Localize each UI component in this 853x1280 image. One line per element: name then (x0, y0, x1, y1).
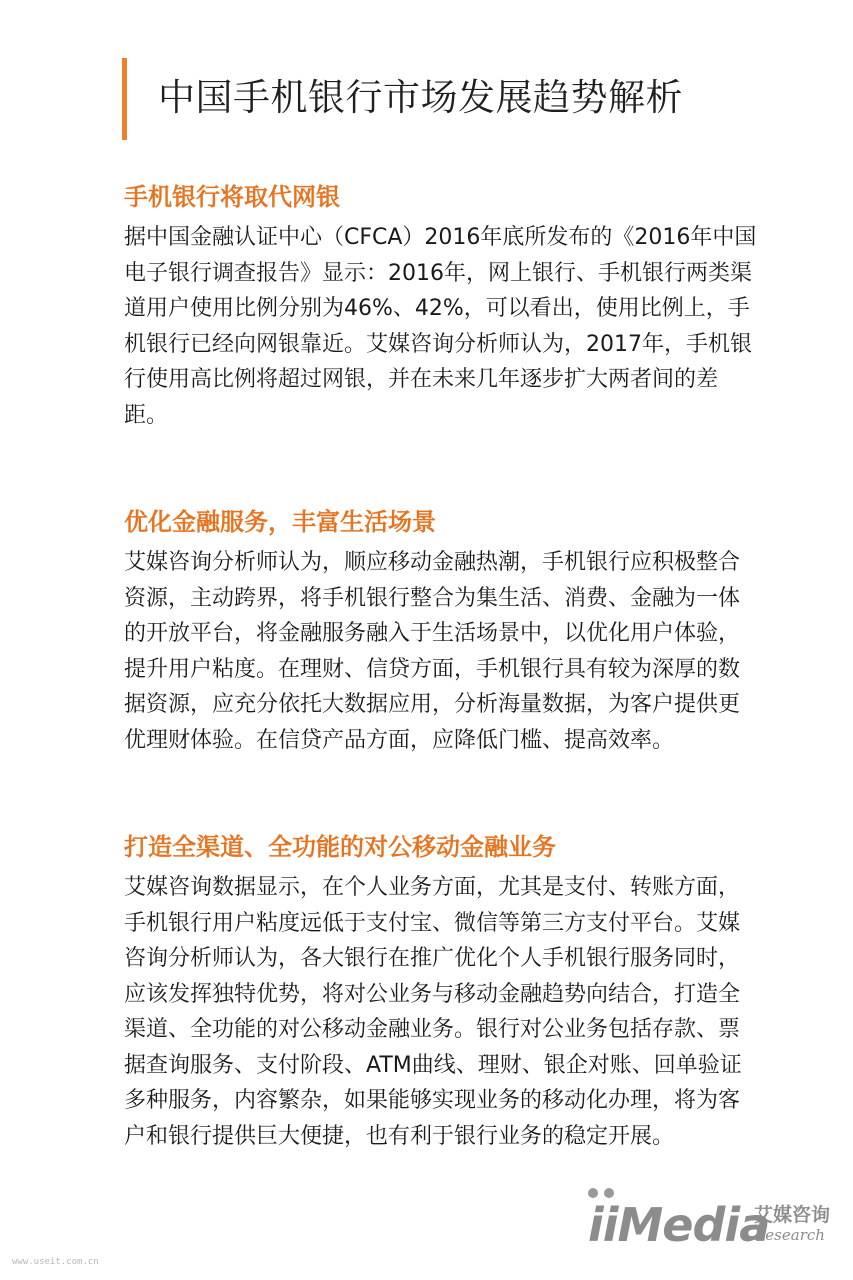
logo-chinese-name: 艾媒咨询 (754, 1204, 831, 1226)
text-line: 距。 (124, 402, 169, 428)
section-paragraph (124, 870, 754, 1154)
title-accent-bar (122, 58, 127, 140)
section-heading: 打造全渠道、全功能的对公移动金融业务 (124, 833, 556, 861)
text-line: 据查询服务、支付阶段、ATM曲线、理财、银企对账、回单验证 (124, 1052, 742, 1078)
text-line: 渠道、全功能的对公移动金融业务。银行对公业务包括存款、票 (124, 1017, 741, 1042)
page-title: 中国手机银行市场发展趋势解析 (158, 76, 683, 119)
text-line: 的开放平台，将金融服务融入于生活场景中，以优化用户体验， (124, 621, 741, 646)
text-line: 艾媒咨询数据显示，在个人业务方面，尤其是支付、转账方面， (124, 875, 741, 900)
text-line: 艾媒咨询分析师认为，顺应移动金融热潮，手机银行应积极整合 (124, 550, 741, 575)
text-line: 手机银行用户粘度远低于支付宝、微信等第三方支付平台。艾媒 (124, 910, 741, 936)
text-line: 道用户使用比例分别为46%、42%，可以看出，使用比例上，手 (124, 296, 750, 321)
text-line: 资源，主动跨界，将手机银行整合为集生活、消费、金融为一体 (124, 585, 741, 611)
section-heading: 手机银行将取代网银 (124, 183, 340, 211)
text-line: 多种服务，内容繁杂，如果能够实现业务的移动化办理，将为客 (124, 1088, 741, 1113)
text-line: 机银行已经向网银靠近。艾媒咨询分析师认为，2017年，手机银 (124, 331, 752, 357)
text-line: 据中国金融认证中心（CFCA）2016年底所发布的《2016年中国 (124, 225, 757, 250)
text-line: 户和银行提供巨大便捷，也有利于银行业务的稳定开展。 (124, 1123, 675, 1149)
text-line: 行使用高比例将超过网银，并在未来几年逐步扩大两者间的差 (124, 367, 719, 392)
text-line: 电子银行调查报告》显示：2016年，网上银行、手机银行两类渠 (124, 260, 752, 286)
logo-wordmark: iiMedia (588, 1198, 770, 1252)
text-line: 咨询分析师认为，各大银行在推广优化个人手机银行服务同时， (124, 946, 741, 971)
text-line: 应该发挥独特优势，将对公业务与移动金融趋势向结合，打造全 (124, 981, 741, 1007)
text-line: 提升用户粘度。在理财、信贷方面，手机银行具有较为深厚的数 (124, 656, 741, 682)
section-paragraph (124, 220, 757, 433)
logo-english-name: Research (754, 1226, 825, 1244)
text-line: 优理财体验。在信贷产品方面，应降低门槛、提高效率。 (124, 727, 675, 753)
brand-logo (582, 1188, 832, 1260)
section-paragraph (124, 545, 754, 758)
section-heading: 优化金融服务，丰富生活场景 (124, 508, 436, 536)
text-line: 据资源，应充分依托大数据应用，分析海量数据，为客户提供更 (124, 692, 741, 717)
site-url: www.useit.com.cn (12, 1257, 99, 1267)
